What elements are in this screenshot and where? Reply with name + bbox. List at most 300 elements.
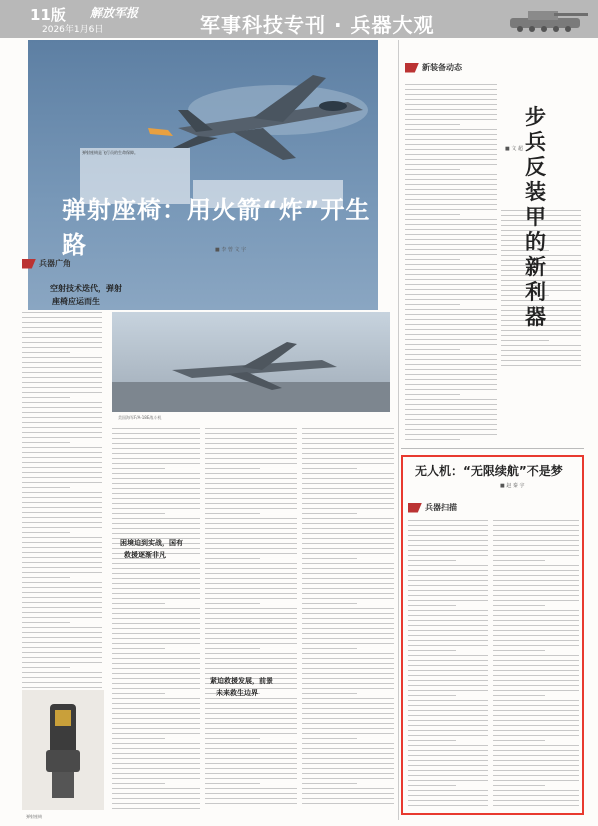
- text-line: [205, 703, 297, 704]
- text-line: [405, 199, 497, 200]
- text-line: [493, 685, 579, 686]
- text-line: [205, 438, 297, 439]
- text-line: [22, 427, 102, 428]
- text-line: [408, 545, 488, 546]
- text-line: [302, 598, 394, 599]
- text-line: [493, 745, 579, 746]
- text-line: [405, 219, 497, 220]
- text-line: [408, 770, 488, 771]
- text-line: [405, 114, 497, 115]
- text-line: [205, 788, 297, 789]
- text-line: [408, 590, 488, 591]
- text-line: [408, 700, 488, 701]
- text-line: [405, 419, 497, 420]
- text-line: [408, 625, 488, 626]
- text-line: [112, 433, 200, 434]
- text-line: [493, 640, 579, 641]
- text-line: [405, 269, 497, 270]
- star-flag-icon: [22, 259, 36, 269]
- text-line: [405, 249, 497, 250]
- text-line: [112, 508, 200, 509]
- text-line: [302, 458, 394, 459]
- text-line: [205, 483, 297, 484]
- text-line: [112, 458, 200, 459]
- text-line: [302, 573, 394, 574]
- text-line: [493, 635, 579, 636]
- text-line: [22, 392, 102, 393]
- text-line: [405, 394, 460, 395]
- text-line: [493, 600, 579, 601]
- text-line: [205, 488, 297, 489]
- text-line: [22, 572, 102, 573]
- text-line: [405, 84, 497, 85]
- text-line: [493, 530, 579, 531]
- text-line: [493, 575, 579, 576]
- text-line: [408, 695, 456, 696]
- text-line: [493, 555, 579, 556]
- text-line: [408, 805, 488, 806]
- text-line: [22, 452, 102, 453]
- text-line: [22, 337, 102, 338]
- text-line: [205, 643, 297, 644]
- text-line: [302, 533, 394, 534]
- text-line: [22, 357, 102, 358]
- text-line: [22, 612, 102, 613]
- text-line: [22, 677, 102, 678]
- text-line: [112, 428, 200, 429]
- text-line: [302, 453, 394, 454]
- text-line: [405, 399, 497, 400]
- text-line: [493, 765, 579, 766]
- text-line: [405, 324, 497, 325]
- text-line: [22, 437, 102, 438]
- text-line: [408, 595, 488, 596]
- section-tag-label: 兵器扫描: [425, 503, 457, 512]
- text-line: [302, 628, 394, 629]
- text-line: [205, 553, 297, 554]
- text-line: [22, 587, 102, 588]
- text-line: [405, 189, 497, 190]
- text-line: [22, 687, 102, 688]
- text-line: [205, 638, 297, 639]
- text-line: [302, 588, 394, 589]
- text-line: [302, 593, 394, 594]
- middle-heading-1b: 救援逐渐非凡: [124, 551, 166, 559]
- section-tag-right-top: [405, 62, 462, 74]
- text-line: [302, 648, 357, 649]
- text-line: [302, 793, 394, 794]
- seat-photo: [22, 690, 104, 810]
- text-line: [112, 723, 200, 724]
- text-line: [205, 728, 297, 729]
- text-line: [205, 518, 297, 519]
- text-line: [493, 605, 545, 606]
- text-line: [408, 760, 488, 761]
- text-line: [493, 775, 579, 776]
- text-line: [112, 748, 200, 749]
- text-line: [405, 144, 497, 145]
- text-line: [405, 414, 497, 415]
- text-line: [112, 673, 200, 674]
- text-line: [405, 139, 497, 140]
- star-flag-icon: [408, 503, 422, 513]
- text-line: [22, 382, 102, 383]
- text-line: [112, 598, 200, 599]
- text-line: [112, 613, 200, 614]
- text-line: [405, 134, 497, 135]
- text-line: [302, 498, 394, 499]
- text-line: [205, 513, 260, 514]
- text-line: [302, 643, 394, 644]
- main-headline: 弹射座椅：用火箭“炸”开生路: [62, 196, 371, 259]
- text-line: [501, 365, 581, 366]
- text-line: [112, 758, 200, 759]
- text-line: [112, 788, 200, 789]
- text-line: [22, 487, 70, 488]
- text-line: [22, 442, 70, 443]
- text-line: [112, 653, 200, 654]
- text-line: [205, 573, 297, 574]
- text-line: [302, 678, 394, 679]
- text-line: [405, 404, 497, 405]
- page-title: 军事科技专刊 · 兵器大观: [200, 13, 435, 37]
- text-line: [302, 733, 394, 734]
- text-line: [112, 483, 200, 484]
- text-line: [493, 665, 579, 666]
- text-line: [205, 658, 297, 659]
- text-line: [205, 468, 260, 469]
- text-line: [408, 555, 488, 556]
- text-line: [112, 688, 200, 689]
- text-line: [22, 557, 102, 558]
- text-line: [112, 638, 200, 639]
- text-line: [22, 327, 102, 328]
- text-line: [205, 663, 297, 664]
- text-line: [205, 738, 260, 739]
- text-line: [205, 633, 297, 634]
- text-line: [405, 149, 497, 150]
- text-line: [405, 239, 497, 240]
- text-line: [405, 89, 497, 90]
- text-line: [302, 503, 394, 504]
- text-line: [302, 713, 394, 714]
- text-line: [408, 800, 488, 801]
- text-line: [112, 798, 200, 799]
- text-line: [408, 750, 488, 751]
- text-line: [405, 284, 497, 285]
- text-line: [112, 628, 200, 629]
- text-line: [112, 523, 200, 524]
- text-line: [408, 725, 488, 726]
- text-line: [205, 618, 297, 619]
- text-line: [405, 429, 497, 430]
- text-line: [408, 730, 488, 731]
- text-line: [302, 728, 394, 729]
- text-line: [112, 618, 200, 619]
- text-line: [408, 610, 488, 611]
- text-line: [112, 738, 165, 739]
- text-line: [405, 279, 497, 280]
- text-line: [205, 458, 297, 459]
- text-line: [205, 443, 297, 444]
- text-line: [493, 655, 579, 656]
- text-line: [112, 583, 200, 584]
- text-line: [501, 350, 581, 351]
- text-line: [112, 438, 200, 439]
- text-line: [408, 675, 488, 676]
- text-line: [302, 528, 394, 529]
- text-line: [405, 214, 460, 215]
- text-line: [205, 793, 297, 794]
- text-line: [112, 513, 165, 514]
- text-line: [22, 352, 70, 353]
- star-flag-icon: [405, 63, 419, 73]
- text-line: [205, 783, 260, 784]
- text-line: [205, 653, 297, 654]
- text-line: [302, 693, 357, 694]
- text-line: [405, 329, 497, 330]
- text-line: [22, 662, 102, 663]
- text-line: [408, 665, 488, 666]
- text-line: [493, 705, 579, 706]
- text-line: [408, 720, 488, 721]
- drone-byline: ■ 赵 秦 宇: [500, 483, 525, 489]
- text-line: [112, 728, 200, 729]
- text-line: [22, 407, 102, 408]
- text-line: [493, 800, 579, 801]
- text-line: [302, 563, 394, 564]
- text-line: [205, 493, 297, 494]
- text-line: [112, 763, 200, 764]
- text-line: [302, 773, 394, 774]
- text-line: [493, 670, 579, 671]
- text-line: [22, 397, 70, 398]
- ejection-seat-illustration: [22, 690, 104, 810]
- drone-column-body-1: [408, 520, 488, 810]
- text-line: [493, 680, 579, 681]
- text-line: [405, 259, 460, 260]
- side-headline: 步兵反装甲的新利器: [525, 105, 546, 329]
- text-line: [302, 703, 394, 704]
- right-column-body-1: [405, 84, 497, 444]
- text-line: [112, 518, 200, 519]
- text-line: [112, 578, 200, 579]
- text-line: [22, 467, 102, 468]
- text-line: [405, 254, 497, 255]
- text-line: [405, 299, 497, 300]
- text-line: [405, 369, 497, 370]
- text-line: [22, 632, 102, 633]
- text-line: [302, 518, 394, 519]
- text-line: [493, 675, 579, 676]
- text-line: [408, 620, 488, 621]
- text-line: [22, 387, 102, 388]
- text-line: [112, 773, 200, 774]
- text-line: [408, 570, 488, 571]
- text-line: [22, 642, 102, 643]
- text-line: [205, 598, 297, 599]
- section-tag-drone: [408, 502, 457, 514]
- text-line: [493, 580, 579, 581]
- text-line: [405, 179, 497, 180]
- text-line: [302, 548, 394, 549]
- text-line: [493, 740, 545, 741]
- text-line: [112, 573, 200, 574]
- section-tag-label: 兵器广角: [39, 259, 71, 268]
- text-line: [408, 710, 488, 711]
- text-line: [501, 355, 581, 356]
- text-line: [205, 533, 297, 534]
- text-line: [302, 448, 394, 449]
- text-line: [302, 763, 394, 764]
- text-line: [405, 389, 497, 390]
- text-line: [408, 600, 488, 601]
- text-line: [405, 379, 497, 380]
- text-line: [302, 723, 394, 724]
- text-line: [408, 670, 488, 671]
- text-line: [493, 755, 579, 756]
- text-line: [302, 568, 394, 569]
- text-line: [408, 615, 488, 616]
- text-line: [408, 660, 488, 661]
- middle-heading-2b: 未来救生边界: [216, 689, 258, 697]
- text-line: [112, 778, 200, 779]
- text-line: [205, 668, 297, 669]
- text-line: [405, 234, 497, 235]
- date-line: 2026年1月6日: [42, 25, 104, 35]
- text-line: [112, 803, 200, 804]
- left-column-body: [22, 312, 102, 752]
- text-line: [408, 520, 488, 521]
- text-line: [205, 583, 297, 584]
- text-line: [205, 548, 297, 549]
- main-byline: ■ 李 曾 文 宇: [215, 247, 247, 253]
- text-line: [408, 680, 488, 681]
- text-line: [405, 294, 497, 295]
- text-line: [493, 710, 579, 711]
- text-line: [408, 705, 488, 706]
- text-line: [405, 194, 497, 195]
- text-line: [408, 605, 456, 606]
- text-line: [205, 803, 297, 804]
- text-line: [205, 473, 297, 474]
- text-line: [408, 645, 488, 646]
- text-line: [493, 630, 579, 631]
- text-line: [493, 805, 579, 806]
- text-line: [405, 424, 497, 425]
- text-line: [408, 640, 488, 641]
- text-line: [112, 703, 200, 704]
- text-line: [22, 412, 102, 413]
- text-line: [22, 372, 102, 373]
- text-line: [493, 615, 579, 616]
- text-line: [493, 570, 579, 571]
- text-line: [408, 530, 488, 531]
- text-line: [405, 109, 497, 110]
- text-line: [405, 314, 497, 315]
- text-line: [302, 438, 394, 439]
- tank-icon: [502, 4, 592, 34]
- text-line: [112, 753, 200, 754]
- text-line: [22, 402, 102, 403]
- text-line: [205, 723, 297, 724]
- text-line: [112, 498, 200, 499]
- text-line: [205, 648, 260, 649]
- text-line: [493, 795, 579, 796]
- text-line: [205, 448, 297, 449]
- text-line: [22, 477, 102, 478]
- text-line: [302, 608, 394, 609]
- text-line: [408, 715, 488, 716]
- text-line: [408, 575, 488, 576]
- text-line: [501, 335, 581, 336]
- text-line: [205, 593, 297, 594]
- text-line: [22, 567, 102, 568]
- text-line: [22, 547, 102, 548]
- text-line: [302, 558, 357, 559]
- text-line: [302, 538, 394, 539]
- text-line: [112, 768, 200, 769]
- text-line: [408, 790, 488, 791]
- text-line: [405, 309, 497, 310]
- text-line: [22, 607, 102, 608]
- text-line: [112, 668, 200, 669]
- text-line: [22, 432, 102, 433]
- text-line: [205, 453, 297, 454]
- page-header: [0, 0, 598, 38]
- text-line: [405, 124, 460, 125]
- text-line: [112, 603, 165, 604]
- text-line: [302, 478, 394, 479]
- text-line: [22, 332, 102, 333]
- text-line: [112, 533, 200, 534]
- text-line: [493, 790, 579, 791]
- side-author: ■ 文 超: [505, 146, 523, 152]
- text-line: [405, 274, 497, 275]
- text-line: [205, 758, 297, 759]
- text-line: [302, 798, 394, 799]
- text-line: [205, 798, 297, 799]
- text-line: [22, 527, 102, 528]
- text-line: [302, 633, 394, 634]
- text-line: [408, 635, 488, 636]
- text-line: [205, 498, 297, 499]
- carrier-jet-illustration: [112, 312, 390, 412]
- text-line: [302, 663, 394, 664]
- text-line: [22, 507, 102, 508]
- text-line: [112, 463, 200, 464]
- text-line: [405, 264, 497, 265]
- text-line: [493, 750, 579, 751]
- text-line: [22, 492, 102, 493]
- edition-number: 11版: [30, 6, 66, 24]
- text-line: [493, 645, 579, 646]
- text-line: [405, 349, 460, 350]
- section-tag-label: 新装备动态: [422, 63, 462, 72]
- text-line: [302, 578, 394, 579]
- text-line: [302, 688, 394, 689]
- text-line: [405, 154, 497, 155]
- text-line: [408, 650, 456, 651]
- text-line: [302, 743, 394, 744]
- text-line: [405, 339, 497, 340]
- text-line: [112, 493, 200, 494]
- text-line: [493, 785, 545, 786]
- text-line: [302, 778, 394, 779]
- text-line: [112, 713, 200, 714]
- text-line: [302, 468, 357, 469]
- text-line: [112, 648, 165, 649]
